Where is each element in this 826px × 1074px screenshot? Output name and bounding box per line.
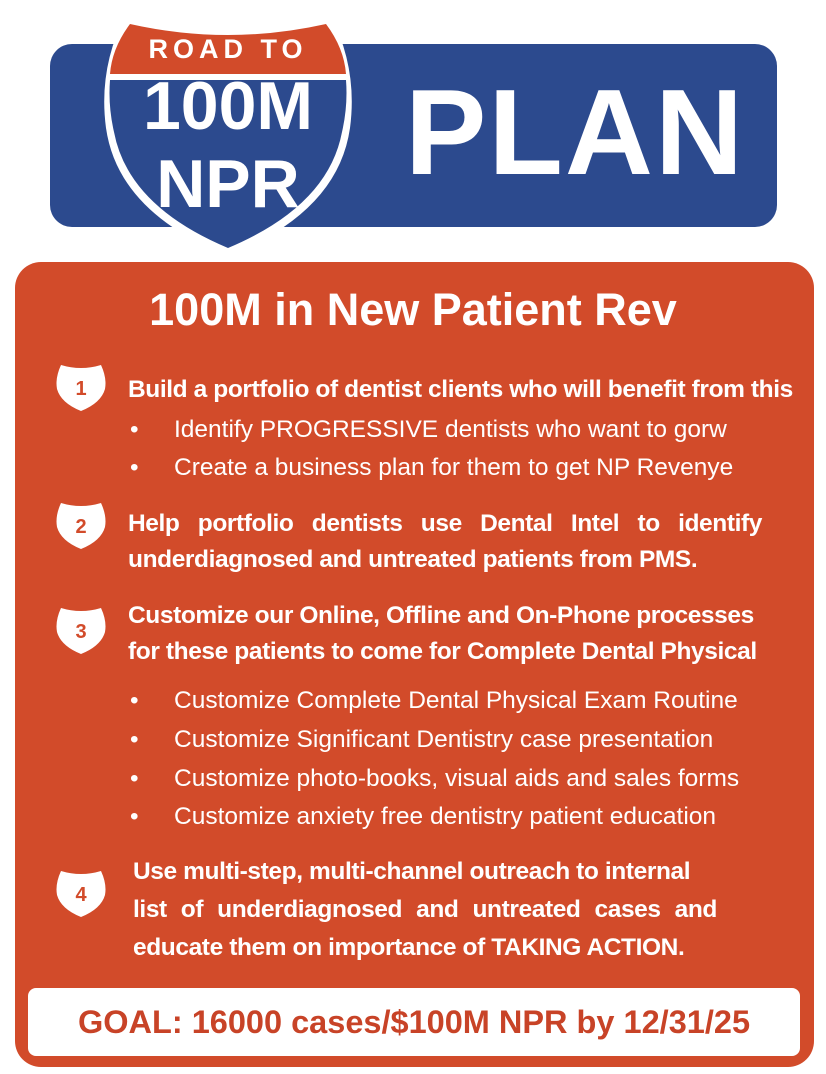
step-2-text-line: underdiagnosed and untreated patients from PMS.	[128, 546, 698, 573]
step-3-text-line: for these patients to come for Complete Dental Physical	[128, 638, 757, 665]
bullet-text: Customize Significant Dentistry case presentation	[174, 726, 714, 753]
step-3-number: 3	[75, 621, 87, 643]
goal-text: GOAL: 16000 cases/$100M NPR by 12/31/25	[77, 1004, 751, 1040]
bullet-dot: •	[130, 803, 139, 830]
plan-title: PLAN	[405, 64, 746, 200]
step-4-text-line: Use multi-step, multi-channel outreach to internal	[133, 858, 691, 885]
bullet-text: Customize Complete Dental Physical Exam Routine	[174, 687, 738, 714]
shield-road-to-label: ROAD TO	[148, 34, 308, 64]
step-3-text-line: Customize our Online, Offline and On-Phone processes	[128, 602, 754, 629]
step-1-number: 1	[75, 378, 87, 400]
step-2-text-line: Help portfolio dentists use Dental Intel to identify	[128, 510, 762, 537]
shield-100m-label: 100M	[142, 68, 314, 144]
bullet-dot: •	[130, 454, 139, 481]
bullet-dot: •	[130, 765, 139, 792]
step-1-text: Build a portfolio of dentist clients who will benefit from this	[128, 376, 793, 403]
bullet-dot: •	[130, 416, 139, 443]
shield-npr-label: NPR	[156, 146, 300, 222]
bullet-text: Identify PROGRESSIVE dentists who want to gorw	[174, 416, 727, 443]
step-4-number: 4	[75, 884, 87, 906]
step-4-text-line: educate them on importance of TAKING ACTION.	[133, 934, 685, 961]
bullet-dot: •	[130, 726, 139, 753]
bullet-dot: •	[130, 687, 139, 714]
panel-title: 100M in New Patient Rev	[149, 284, 677, 335]
step-4-text-line: list of underdiagnosed and untreated cases and	[133, 896, 717, 923]
bullet-text: Create a business plan for them to get NP Revenye	[174, 454, 734, 481]
bullet-text: Customize anxiety free dentistry patient education	[174, 803, 717, 830]
step-2-number: 2	[75, 516, 87, 538]
bullet-text: Customize photo-books, visual aids and sales forms	[174, 765, 740, 792]
